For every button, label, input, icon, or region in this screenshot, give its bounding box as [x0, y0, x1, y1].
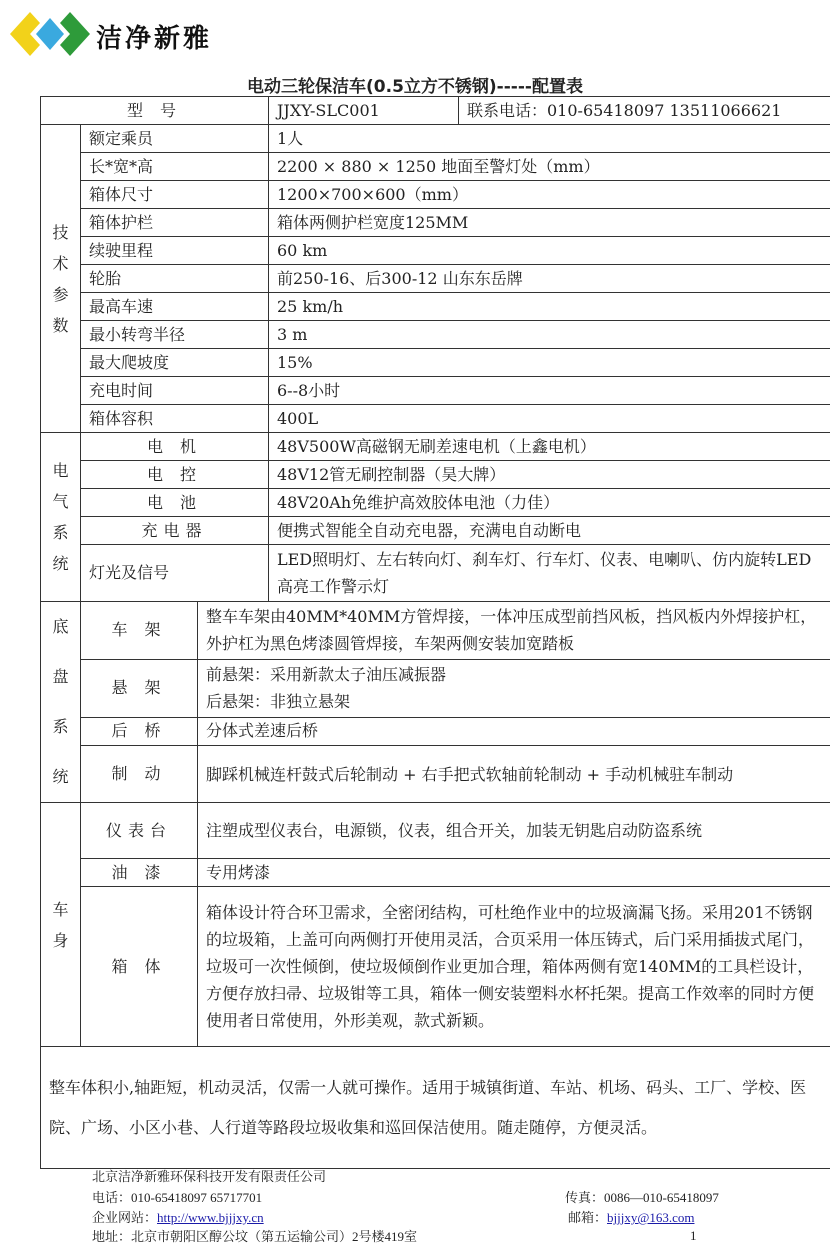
footer-phone: 电话：010-65418097 65717701: [92, 1190, 263, 1205]
document-title: 电动三轮保洁车(0.5立方不锈钢)-----配置表: [247, 77, 583, 97]
tech-value: 25 km/h: [269, 293, 830, 321]
contact-phone: 联系电话：010-65418097 13511066621: [459, 97, 830, 125]
elec-value: 便携式智能全自动充电器，充满电自动断电: [269, 517, 830, 545]
model-label: 型 号: [41, 97, 269, 125]
tech-label: 续驶里程: [81, 237, 269, 265]
footer-company: 北京洁净新雅环保科技开发有限责任公司: [92, 1169, 327, 1184]
chassis-label: 悬 架: [81, 659, 198, 717]
section-chassis-label: 底盘系统: [41, 602, 81, 803]
tech-value: 1200×700×600（mm）: [269, 181, 830, 209]
company-logo: [8, 4, 92, 62]
tech-value: 60 km: [269, 237, 830, 265]
footer-email: [568, 1207, 694, 1226]
tech-label: 最高车速: [81, 293, 269, 321]
website-link[interactable]: http://www.bjjjxy.cn: [157, 1210, 264, 1225]
model-value: JJXY-SLC001: [269, 97, 459, 125]
elec-value: 48V20Ah免维护高效胶体电池（力佳）: [269, 489, 830, 517]
tech-label: 最小转弯半径: [81, 321, 269, 349]
body-value: 箱体设计符合环卫需求，全密闭结构，可杜绝作业中的垃圾滴漏飞扬。采用201不锈钢的垃圾箱，上盖可向两侧打开使用灵活，合页采用一体压铸式，后门采用插拔式尾门，垃圾可一次性倾倒，使垃圾倾倒作业更加合理，箱体两侧有宽140MM的工具栏设计，方便存放扫帚、垃圾钳等工具，箱体一侧安装塑料水杯托架。提高工作效率的同时方便使用者日常使用，外形美观，款式新颖。: [198, 887, 830, 1047]
body-label: 箱 体: [81, 887, 198, 1047]
rear-suspension: 后悬架：非独立悬架: [206, 692, 351, 712]
model-row: [41, 97, 830, 125]
tech-value: 400L: [269, 405, 830, 433]
footer-fax: 传真：0086—010-65418097: [565, 1190, 719, 1205]
chassis-value: 分体式差速后桥: [198, 717, 830, 745]
elec-value: 48V500W高磁钢无刷差速电机（上鑫电机）: [269, 433, 830, 461]
elec-label: 电 机: [81, 433, 269, 461]
elec-label: 电 控: [81, 461, 269, 489]
section-tech-label: 技术参数: [41, 125, 81, 433]
tech-value: 15%: [269, 349, 830, 377]
elec-value: 48V12管无刷控制器（昊大牌）: [269, 461, 830, 489]
footer-address: 地址：北京市朝阳区醇公坟（第五运输公司）2号楼419室: [92, 1229, 418, 1244]
tech-value: 6--8小时: [269, 377, 830, 405]
body-value: 专用烤漆: [198, 859, 830, 887]
page-number: 1: [690, 1228, 697, 1243]
tech-label: 额定乘员: [81, 125, 269, 153]
elec-label: 电 池: [81, 489, 269, 517]
chassis-value: 整车车架由40MM*40MM方管焊接，一体冲压成型前挡风板，挡风板内外焊接护杠，外护杠为黑色烤漆圆管焊接，车架两侧安装加宽踏板: [198, 602, 830, 660]
elec-value: LED照明灯、左右转向灯、刹车灯、行车灯、仪表、电喇叭、仿内旋转LED高亮工作警示灯: [269, 545, 830, 602]
tech-value: 前250-16、后300-12 山东东岳牌: [269, 265, 830, 293]
website-label: 企业网站：: [92, 1210, 158, 1225]
elec-label: 灯光及信号: [81, 545, 269, 602]
section-elec-label: 电气系统: [41, 433, 81, 602]
summary-text: 整车体积小,轴距短，机动灵活，仅需一人就可操作。适用于城镇街道、车站、机场、码头、工厂、学校、医院、广场、小区小巷、人行道等路段垃圾收集和巡回保洁使用。随走随停，方便灵活。: [41, 1047, 830, 1169]
chassis-value: 脚踩机械连杆鼓式后轮制动 + 右手把式软轴前轮制动 + 手动机械驻车制动: [198, 746, 830, 803]
tech-value: 2200 × 880 × 1250 地面至警灯处（mm）: [269, 153, 830, 181]
tech-value: 1人: [269, 125, 830, 153]
tech-label: 箱体尺寸: [81, 181, 269, 209]
tech-label: 长*宽*高: [81, 153, 269, 181]
elec-label: 充电器: [81, 517, 269, 545]
tech-label: 箱体护栏: [81, 209, 269, 237]
tech-value: 3 m: [269, 321, 830, 349]
chassis-label: 车 架: [81, 602, 198, 660]
tech-label: 最大爬坡度: [81, 349, 269, 377]
chassis-label: 制 动: [81, 746, 198, 803]
email-label: 邮箱：: [568, 1210, 608, 1225]
tech-label: 轮胎: [81, 265, 269, 293]
brand-name: 洁净新雅: [96, 24, 213, 54]
body-label: 仪表台: [81, 803, 198, 859]
email-link[interactable]: bjjjxy@163.com: [607, 1210, 695, 1225]
tech-label: 箱体容积: [81, 405, 269, 433]
body-label: 油 漆: [81, 859, 198, 887]
chassis-value: [198, 659, 830, 717]
tech-value: 箱体两侧护栏宽度125MM: [269, 209, 830, 237]
tech-label: 充电时间: [81, 377, 269, 405]
body-value: 注塑成型仪表台，电源锁，仪表，组合开关，加装无钥匙启动防盗系统: [198, 803, 830, 859]
chassis-label: 后 桥: [81, 717, 198, 745]
footer-website: [92, 1207, 264, 1226]
front-suspension: 前悬架：采用新款太子油压减振器: [206, 665, 447, 685]
spec-table: [40, 96, 830, 1169]
section-body-label: 车身: [41, 803, 81, 1047]
